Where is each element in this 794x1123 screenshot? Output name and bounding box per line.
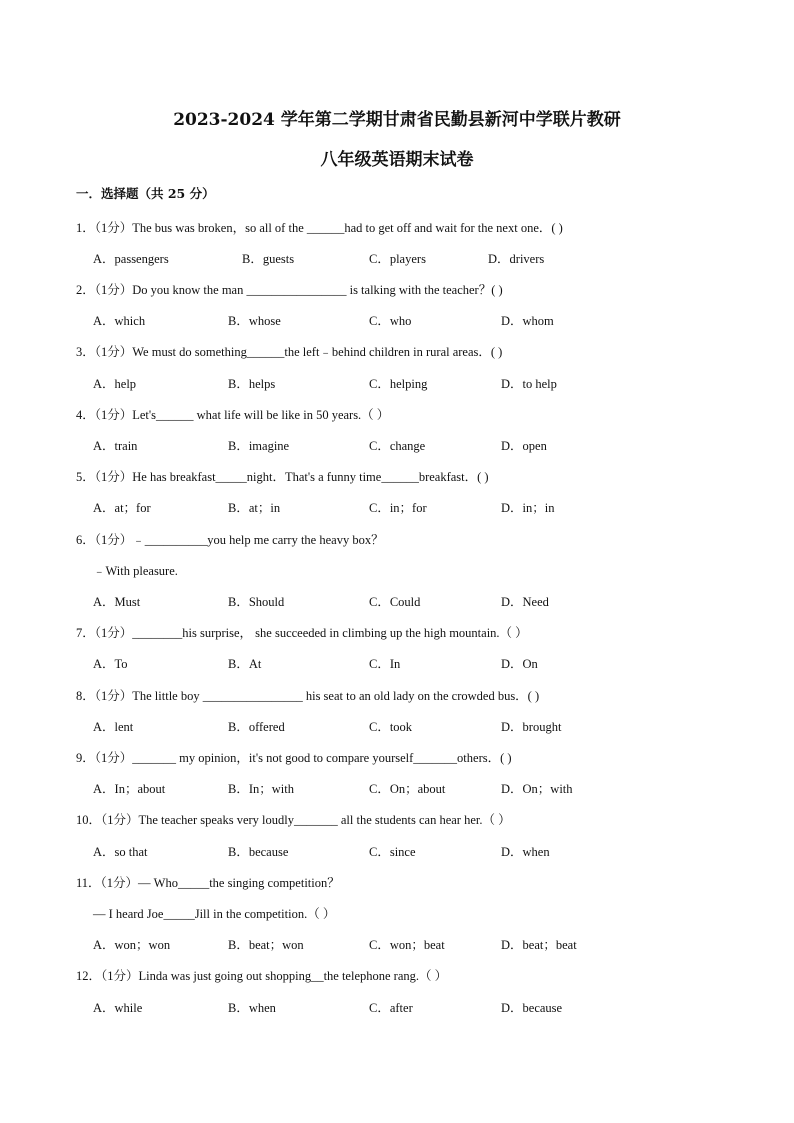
- q3-option-b: B．helps: [228, 377, 276, 391]
- q6-option-a: A．Must: [93, 595, 141, 609]
- question-10: 10．（1分）The teacher speaks very loudly_______ all the students can hear her.（ ）: [76, 813, 511, 827]
- question-7: 7．（1分）________his surprise， she succeeded in climbing up the high mountain.（ ）: [76, 626, 528, 640]
- q1-option-b: B．guests: [242, 252, 295, 266]
- q3-option-a: A．help: [93, 377, 137, 391]
- q12-option-a: A．while: [93, 1001, 143, 1015]
- q6-option-d: D．Need: [501, 595, 549, 609]
- q4-option-d: D．open: [501, 439, 547, 453]
- q4-option-c: C．change: [369, 439, 426, 453]
- q2-option-b: B．whose: [228, 314, 281, 328]
- q7-option-c: C．In: [369, 657, 401, 671]
- q11-option-b: B．beat；won: [228, 938, 304, 952]
- exam-title-line1: 2023-2024 学年第二学期甘肃省民勤县新河中学联片教研: [173, 110, 621, 130]
- q9-option-a: A．In；about: [93, 782, 166, 796]
- q4-option-a: A．train: [93, 439, 138, 453]
- q3-option-d: D．to help: [501, 377, 557, 391]
- q5-option-b: B．at；in: [228, 501, 281, 515]
- question-2: 2．（1分）Do you know the man ________________ is talking with the teacher？( ): [76, 283, 503, 297]
- q10-option-c: C．since: [369, 845, 416, 859]
- q5-option-c: C．in；for: [369, 501, 427, 515]
- q7-option-b: B．At: [228, 657, 262, 671]
- q9-option-c: C．On；about: [369, 782, 446, 796]
- q2-option-a: A．which: [93, 314, 146, 328]
- question-1: 1．（1分）The bus was broken，so all of the ______had to get off and wait for the next one．( ): [76, 221, 563, 235]
- q1-option-c: C．players: [369, 252, 426, 266]
- question-11-reply: — I heard Joe_____Jill in the competition.（ ）: [93, 907, 336, 921]
- q12-option-b: B．when: [228, 1001, 276, 1015]
- q12-option-d: D．because: [501, 1001, 563, 1015]
- question-5: 5．（1分）He has breakfast_____night．That's a funny time______breakfast．( ): [76, 470, 489, 484]
- q8-option-a: A．lent: [93, 720, 134, 734]
- q2-option-d: D．whom: [501, 314, 554, 328]
- q11-option-d: D．beat；beat: [501, 938, 577, 952]
- q5-option-d: D．in；in: [501, 501, 555, 515]
- question-3: 3．（1分）We must do something______the left﹣behind children in rural areas．( ): [76, 345, 503, 359]
- question-12: 12．（1分）Linda was just going out shopping__the telephone rang.（ ）: [76, 969, 448, 983]
- question-4: 4．（1分）Let's______ what life will be like in 50 years.（ ）: [76, 408, 390, 422]
- q1-option-d: D．drivers: [488, 252, 545, 266]
- q4-option-b: B．imagine: [228, 439, 290, 453]
- q6-option-c: C．Could: [369, 595, 421, 609]
- question-9: 9．（1分）_______ my opinion，it's not good to compare yourself_______others．( ): [76, 751, 512, 765]
- q8-option-d: D．brought: [501, 720, 562, 734]
- q11-option-c: C．won；beat: [369, 938, 445, 952]
- q5-option-a: A．at；for: [93, 501, 151, 515]
- q9-option-b: B．In；with: [228, 782, 294, 796]
- section-heading: 一．选择题（共 25 分）: [76, 186, 215, 201]
- q7-option-d: D．On: [501, 657, 538, 671]
- q9-option-d: D．On；with: [501, 782, 573, 796]
- q8-option-b: B．offered: [228, 720, 285, 734]
- question-8: 8．（1分）The little boy ________________ his seat to an old lady on the crowded bus．( ): [76, 689, 540, 703]
- q2-option-c: C．who: [369, 314, 412, 328]
- q1-option-a: A．passengers: [93, 252, 169, 266]
- q7-option-a: A．To: [93, 657, 128, 671]
- q10-option-d: D．when: [501, 845, 550, 859]
- q6-option-b: B．Should: [228, 595, 285, 609]
- q10-option-a: A．so that: [93, 845, 148, 859]
- q3-option-c: C．helping: [369, 377, 428, 391]
- q12-option-c: C．after: [369, 1001, 413, 1015]
- exam-title-line2: 八年级英语期末试卷: [320, 150, 474, 170]
- q8-option-c: C．took: [369, 720, 413, 734]
- question-6: 6．（1分）﹣__________you help me carry the heavy box？: [76, 533, 384, 547]
- q11-option-a: A．won；won: [93, 938, 171, 952]
- question-11: 11．（1分）— Who_____the singing competition？: [76, 876, 340, 890]
- q10-option-b: B．because: [228, 845, 289, 859]
- question-6-reply: ﹣With pleasure.: [93, 564, 178, 578]
